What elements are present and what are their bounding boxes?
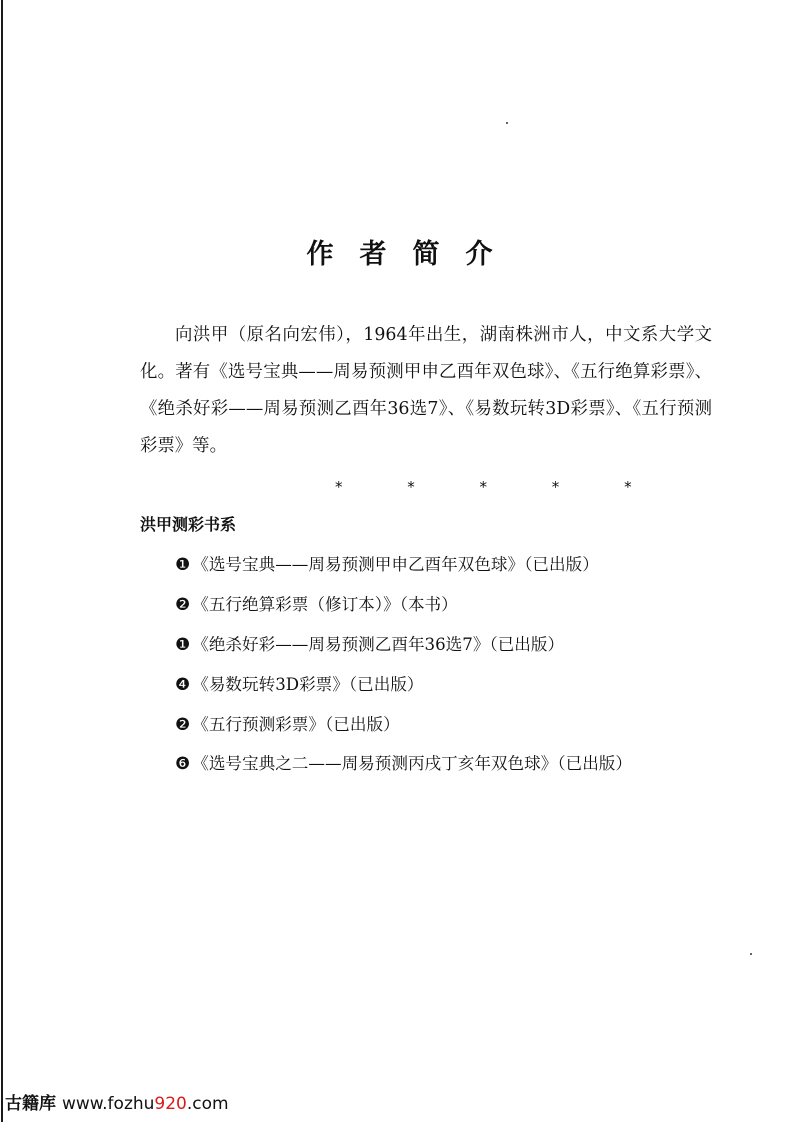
book-entry: 《五行预测彩票》（已出版） [192, 715, 400, 734]
book-entry: 《五行绝算彩票（修订本）》（本书） [192, 595, 458, 614]
number-marker-icon: ❶ [175, 635, 191, 655]
number-marker-icon: ❷ [175, 715, 191, 735]
list-item [140, 705, 712, 745]
watermark-url-suffix: .com [186, 1094, 229, 1114]
book-entry: 《易数玩转3D彩票》（已出版） [192, 675, 424, 694]
list-item [140, 625, 712, 665]
list-item [140, 745, 712, 780]
scan-speck [750, 953, 752, 955]
page-left-border [1, 0, 3, 1122]
author-bio: 向洪甲（原名向宏伟），1964年出生，湖南株洲市人，中文系大学文化。著有《选号宝典——周易预测甲申乙酉年双色球》、《五行绝算彩票》、《绝杀好彩——周易预测乙酉年36选7》、《易数玩转3D彩票》、《五行预测彩票》等。 [140, 325, 712, 456]
list-item [140, 585, 712, 625]
number-marker-icon: ❹ [175, 675, 191, 695]
number-marker-icon: ❻ [175, 754, 191, 774]
site-watermark [5, 1089, 229, 1114]
watermark-url-number: 920 [154, 1094, 187, 1114]
watermark-site-name: 古籍库 [5, 1094, 56, 1114]
page-title: 作者简介 [306, 239, 519, 270]
book-entry: 《选号宝典——周易预测甲申乙酉年双色球》（已出版） [192, 555, 599, 574]
watermark-url-prefix: www.fozhu [62, 1094, 155, 1114]
number-marker-icon: ❷ [175, 595, 191, 615]
book-series-list [140, 545, 712, 780]
scan-speck [506, 122, 508, 124]
book-entry: 《绝杀好彩——周易预测乙酉年36选7》（已出版） [192, 635, 565, 654]
number-marker-icon: ❶ [175, 555, 191, 575]
list-item [140, 545, 712, 585]
series-heading: 洪甲测彩书系 [140, 515, 237, 534]
book-entry: 《选号宝典之二——周易预测丙戌丁亥年双色球》（已出版） [192, 754, 632, 773]
list-item [140, 665, 712, 705]
section-separator: * * * * * [335, 478, 662, 496]
